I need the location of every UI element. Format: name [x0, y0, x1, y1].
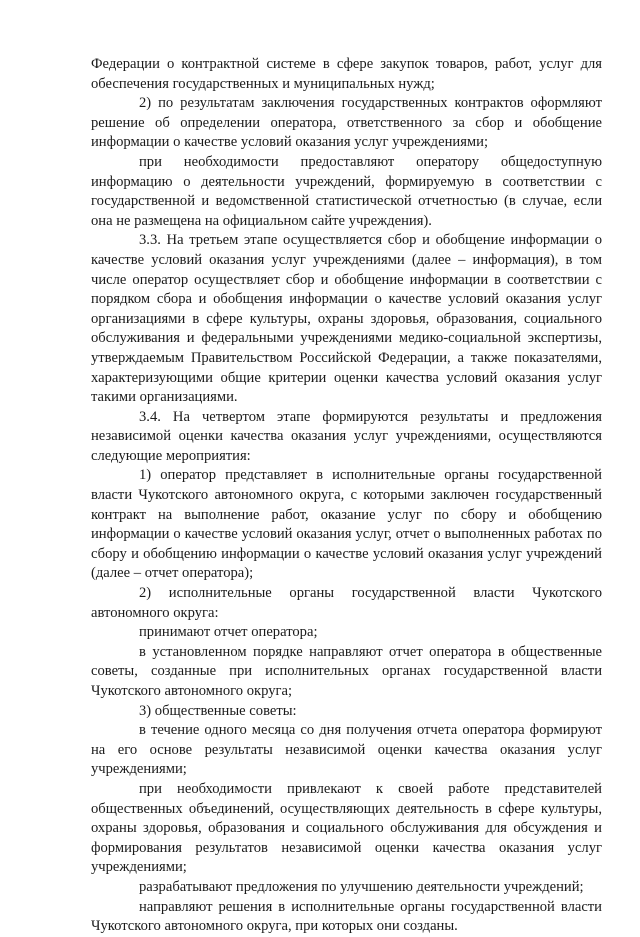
paragraph-send-decisions: направляют решения в исполнительные органы государственной власти Чукотского автономного округа, при которых они созданы.	[91, 898, 602, 935]
paragraph-provide-info: при необходимости предоставляют оператору общедоступную информацию о деятельности учреждений, формируемую в соответствии с государственной и ведомственной статистической отчетностью (в случае, если она не размещена на официальном сайте учреждения).	[91, 153, 602, 229]
paragraph-develop-proposals: разрабатывают предложения по улучшению деятельности учреждений;	[139, 878, 584, 895]
paragraph-within-month: в течение одного месяца со дня получения отчета оператора формируют на его основе результаты независимой оценки качества оказания услуг учреждениями;	[91, 722, 602, 778]
paragraph-item-2-organs: 2) исполнительные органы государственной власти Чукотского автономного округа:	[91, 585, 602, 621]
paragraph-section-3-3: 3.3. На третьем этапе осуществляется сбор и обобщение информации о качестве условий оказания услуг учреждениями (далее – информация), в том числе оператор осуществляет сбор и обобщение информации в соответствии с порядком сбора и обобщения информации о качестве условий оказания услуг организациями в сфере культуры, охраны здоровья, образования, социального обслуживания и федеральными учреждениями медико-социальной экспертизы, утверждаемым Правительством Российской Федерации, а также показателями, характеризующими общие критерии оценки качества условий оказания услуг такими организациями.	[91, 232, 602, 406]
paragraph-section-3-4: 3.4. На четвертом этапе формируются результаты и предложения независимой оценки качества оказания услуг учреждениями, осуществляются следующие мероприятия:	[91, 408, 602, 464]
paragraph-send-report: в установленном порядке направляют отчет оператора в общественные советы, созданные при исполнительных органах государственной власти Чукотского автономного округа;	[91, 643, 602, 699]
paragraph-item-1-operator: 1) оператор представляет в исполнительные органы государственной власти Чукотского автономного округа, с которыми заключен государственный контракт на выполнение работ, оказание услуг по сбору и обобщению информации о качестве условий оказания услуг, отчет о выполненных работах по сбору и обобщению информации о качестве условий оказания услуг учреждений (далее – отчет оператора);	[91, 467, 602, 582]
paragraph-continuation: Федерации о контрактной системе в сфере закупок товаров, работ, услуг для обеспечения государственных и муниципальных нужд;	[91, 56, 602, 92]
paragraph-accept-report: принимают отчет оператора;	[139, 624, 318, 641]
paragraph-item-2: 2) по результатам заключения государственных контрактов оформляют решение об определении оператора, ответственного за сбор и обобщение информации о качестве условий оказания услуг учреждениями;	[91, 95, 602, 151]
paragraph-involve-representatives: при необходимости привлекают к своей работе представителей общественных объединений, осуществляющих деятельность в сфере культуры, охраны здоровья, образования и социального обслуживания для обсуждения и формирования результатов независимой оценки качества оказания услуг учреждениями;	[91, 780, 602, 876]
document-page	[91, 55, 602, 937]
paragraph-item-3-councils: 3) общественные советы:	[139, 702, 297, 719]
